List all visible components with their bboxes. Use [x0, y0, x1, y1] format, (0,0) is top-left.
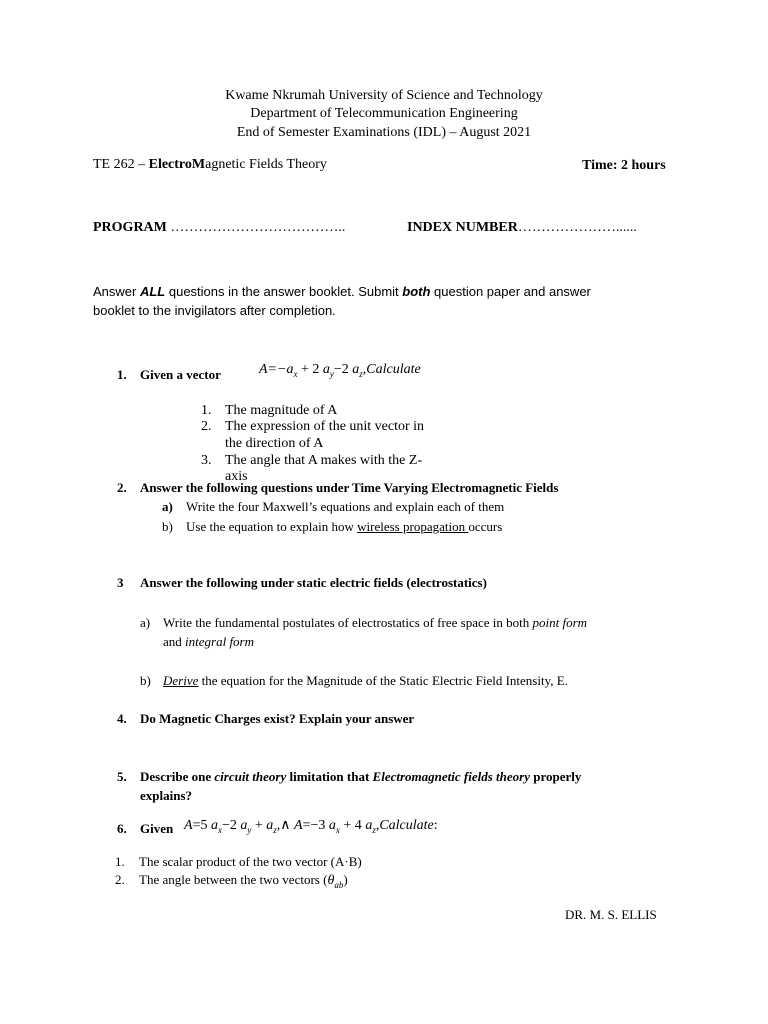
q2-b-text [186, 519, 502, 535]
q2-b-label: b) [162, 519, 173, 534]
program-field [93, 220, 345, 236]
q5-p1: Describe one [140, 769, 215, 784]
q5-p5: properly [529, 769, 582, 784]
instr-p2: ALL [139, 284, 166, 299]
q2-number: 2. [117, 480, 127, 495]
q2-b-p3: occurs [468, 519, 503, 534]
q1-item-2-line-1: The expression of the unit vector in [225, 419, 425, 434]
instr-p5: question paper and answer [430, 284, 591, 299]
q5-p4: Electromagnetic fields theory [372, 769, 530, 784]
q6-item-1: The scalar product of the two vector (A·B) [139, 854, 362, 869]
q2-b-p2: wireless propagation [357, 519, 469, 534]
q1-item-3-line-1: The angle that A makes with the Z- [225, 453, 423, 468]
course-title-p3: agnetic Fields Theory [205, 157, 327, 172]
q3-a-label: a) [140, 615, 151, 630]
q3-a-p4: integral form [185, 634, 255, 649]
instr-p3: questions in the answer booklet. Submit [165, 284, 403, 299]
q3-text: Answer the following under static electric fields (electrostatics) [140, 575, 487, 590]
q6-item-1-num: 1. [115, 854, 125, 869]
q1-calculate: Calculate [366, 362, 421, 377]
q5-line-1 [140, 769, 581, 785]
q5-p2: circuit theory [214, 769, 287, 784]
course-code: TE 262 – [93, 157, 146, 172]
program-dots: ……………………………….. [170, 220, 346, 235]
q1-item-2-line-2: the direction of A [225, 436, 324, 451]
q1-text: Given a vector [140, 367, 221, 382]
theta-ab: $\theta_{ab}$ [327, 873, 344, 890]
exam-title: End of Semester Examinations (IDL) – August 2021 [236, 125, 532, 140]
q3-b-label: b) [140, 673, 151, 688]
q1-number: 1. [117, 367, 127, 382]
department-name: Department of Telecommunication Engineering [250, 106, 518, 121]
index-label: INDEX NUMBER [407, 220, 518, 235]
q2-a-label: a) [162, 499, 173, 514]
q1-item-3-line-2: axis [225, 469, 248, 484]
q1-item-2-num: 2. [201, 419, 212, 434]
q3-a-line-1 [163, 615, 587, 631]
q6-text: Given [140, 821, 174, 836]
q3-a-line-2 [163, 634, 254, 650]
q3-b-p2: the equation for the Magnitude of the Static Electric Field Intensity, E. [198, 673, 568, 688]
program-label: PROGRAM [93, 220, 167, 235]
q5-number: 5. [117, 769, 127, 784]
q2-b-p1: Use the equation to explain how [186, 519, 358, 534]
q3-b-text [163, 673, 568, 689]
q4-number: 4. [117, 711, 127, 726]
q6-item-2-text: The angle between the two vectors ( [139, 872, 328, 887]
q6-item-2: The angle between the two vectors $(\theta_{ab})$ [139, 872, 348, 890]
q6-calculate: Calculate [379, 818, 434, 833]
examiner-signature: DR. M. S. ELLIS [565, 907, 657, 922]
time-allowed: Time: 2 hours [582, 158, 666, 173]
q2-text: Answer the following questions under Time Varying Electromagnetic Fields [140, 480, 559, 495]
q5-line-2: explains? [140, 788, 193, 803]
q6-number: 6. [117, 821, 127, 836]
instr-p1: Answer [93, 284, 140, 299]
q4-text: Do Magnetic Charges exist? Explain your answer [140, 711, 415, 726]
index-dots: …………………...... [517, 220, 637, 235]
index-number-field [407, 220, 637, 236]
instructions-line-2: booklet to the invigilators after completion. [93, 303, 336, 318]
q1-item-1-num: 1. [201, 403, 212, 418]
q2-a-text: Write the four Maxwell’s equations and explain each of them [186, 499, 505, 514]
instr-p4: both [402, 284, 431, 299]
q3-number: 3 [117, 575, 124, 590]
q1-item-3-num: 3. [201, 453, 212, 468]
instructions-line-1 [93, 284, 591, 299]
course-title [93, 157, 327, 173]
course-title-p2: M [191, 157, 206, 172]
q1-vector-equation: $A=-a_x + 2$ $a_y-2$ $a_z,Calculate$ [259, 362, 421, 379]
university-name: Kwame Nkrumah University of Science and Technology [225, 88, 543, 103]
q3-b-p1: Derive [163, 673, 199, 688]
q5-p3: limitation that [286, 769, 373, 784]
q3-a-p1: Write the fundamental postulates of electrostatics of free space in both [163, 615, 533, 630]
q3-a-p3: and [163, 634, 186, 649]
course-title-p1: Electro [148, 157, 192, 172]
q6-item-2-num: 2. [115, 872, 125, 887]
q1-item-1: The magnitude of A [225, 403, 338, 418]
q6-vector-equation: A=5 $a_x-2$ $a_y$ + $a_z,\wedge$ A=−3 $a_x + 4$ $a_z,Calculate$: [184, 818, 438, 835]
q3-a-p2: point form [532, 615, 588, 630]
